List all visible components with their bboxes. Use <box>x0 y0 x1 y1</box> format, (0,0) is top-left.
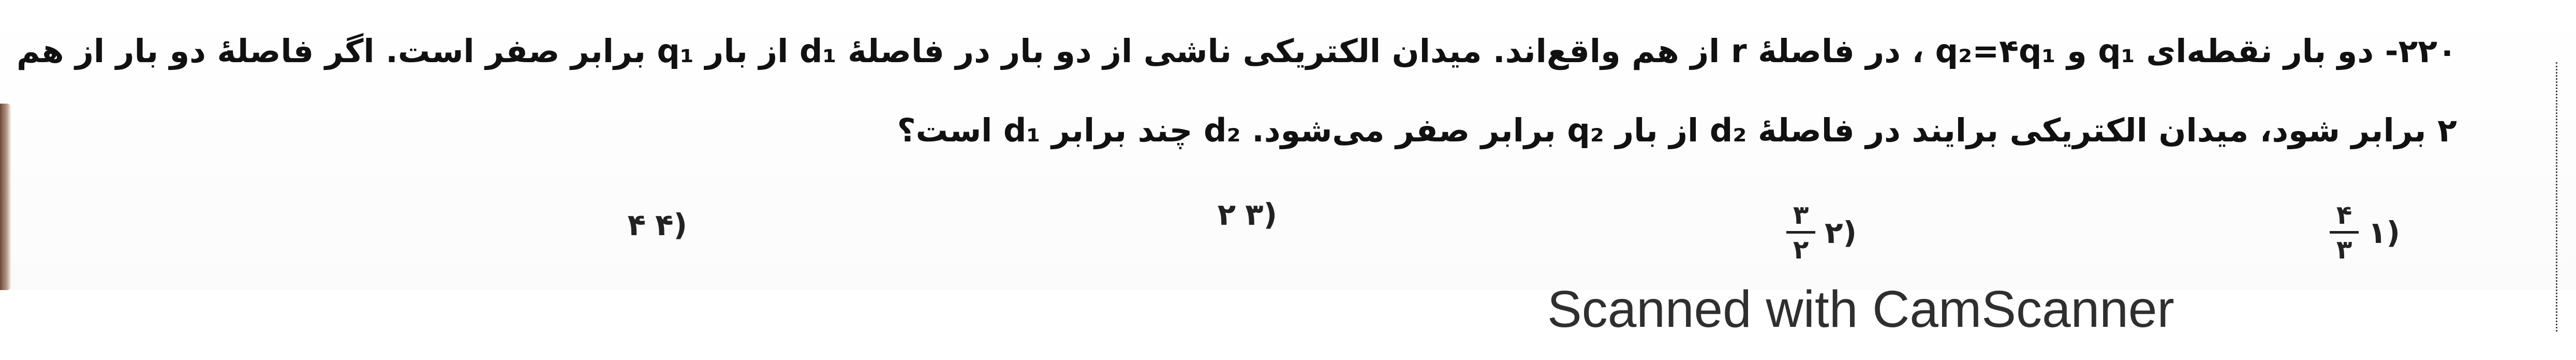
scan-edge-shadow <box>0 104 11 290</box>
question-text-line-1: ۲۲۰- دو بار نقطه‌ای q₁ و q₂=۴q₁ ، در فاصلهٔ r از هم واقع‌اند. میدان الکتریکی ناشی از دو بار در فاصلهٔ d₁ از بار q₁ برابر صفر است. اگر فاصلهٔ دو بار از هم <box>17 32 2457 70</box>
option-1-fraction <box>2330 202 2359 263</box>
option-2-numerator: ۳ <box>1793 200 1809 230</box>
option-2 <box>1786 202 1857 263</box>
option-3 <box>1218 197 1277 232</box>
option-1-denominator: ۳ <box>2336 235 2352 265</box>
option-1 <box>2330 202 2400 263</box>
page-margin-dotted-edge <box>2556 62 2557 332</box>
option-4-label: (۴ <box>655 207 687 242</box>
option-4-value: ۴ <box>627 207 646 242</box>
option-1-numerator: ۴ <box>2336 200 2352 230</box>
option-3-value: ۲ <box>1217 197 1236 232</box>
option-2-label: (۲ <box>1825 214 1857 250</box>
option-4 <box>628 207 687 242</box>
camscanner-watermark: Scanned with CamScanner <box>1547 280 2174 338</box>
option-1-label: (۱ <box>2368 214 2400 250</box>
option-2-denominator: ۲ <box>1793 235 1809 265</box>
question-text-line-2: ۲ برابر شود، میدان الکتریکی برایند در فاصلهٔ d₂ از بار q₂ برابر صفر می‌شود. d₂ چند برابر d₁ است؟ <box>897 111 2457 149</box>
option-3-label: (۳ <box>1245 197 1277 232</box>
option-2-fraction <box>1786 202 1815 263</box>
